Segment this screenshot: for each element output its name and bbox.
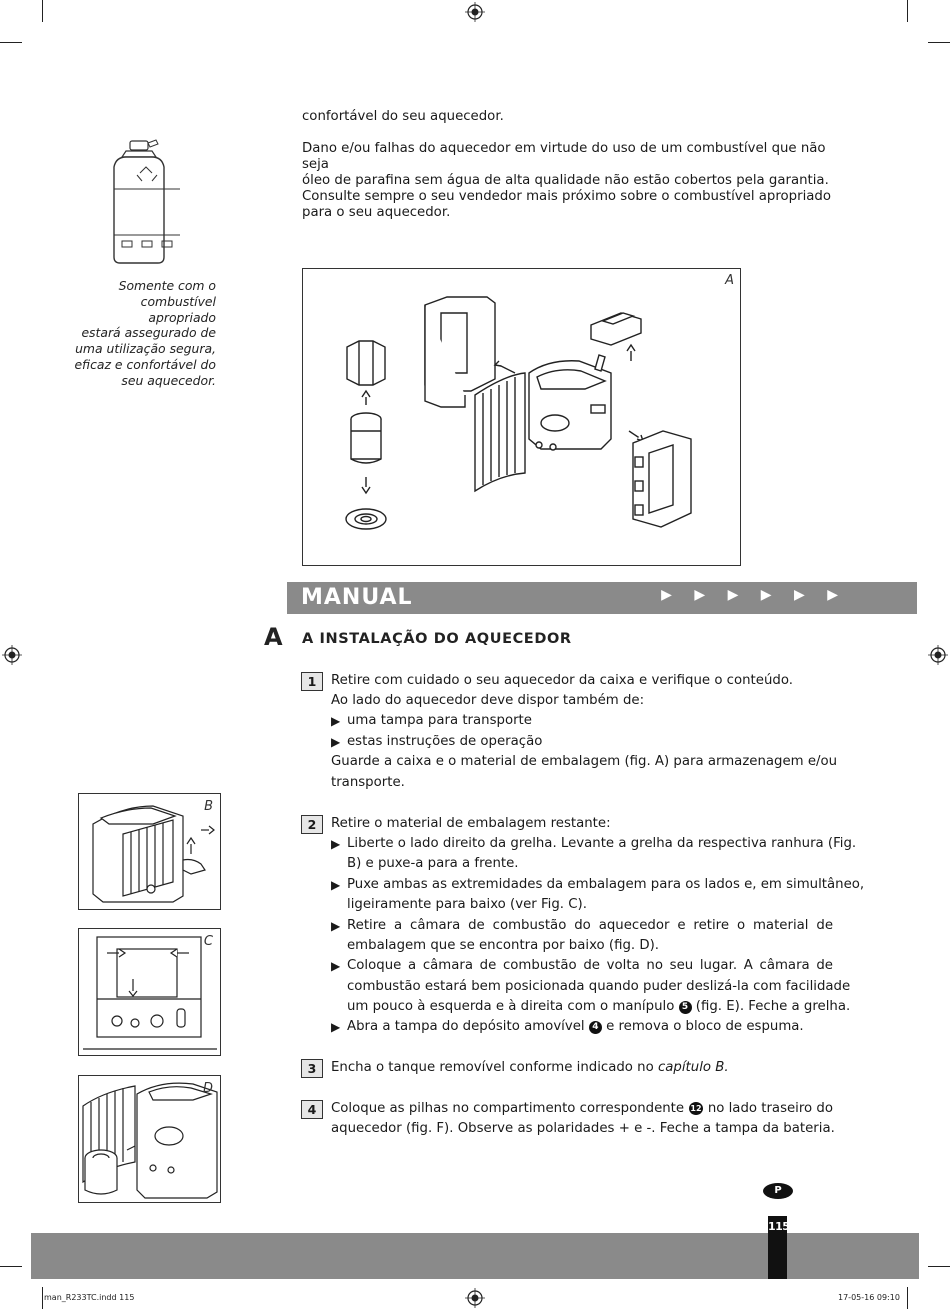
section-title: A INSTALAÇÃO DO AQUECEDOR	[302, 631, 572, 647]
step-number: 3	[301, 1059, 323, 1078]
caption-line: combustível apropriado	[140, 293, 216, 325]
bullet-text: uma tampa para transporte	[347, 713, 532, 728]
intro-paragraph-2	[302, 189, 842, 221]
step-number: 4	[301, 1100, 323, 1119]
packaging-removal-illustration	[79, 929, 220, 1055]
crop-mark	[0, 1266, 22, 1267]
step-text-line: Retire com cuidado o seu aquecedor da caixa e verifique o conteúdo.	[331, 673, 793, 688]
bullet-text: ligeiramente para baixo (ver Fig. C).	[347, 897, 587, 912]
bullet-text: embalagem que se encontra por baixo (fig. D).	[347, 938, 659, 953]
figure-c	[78, 928, 221, 1056]
registration-mark-icon	[465, 2, 485, 22]
language-badge: P	[763, 1183, 793, 1199]
step-number: 1	[301, 672, 323, 691]
text-line: óleo de parafina sem água de alta qualidade não estão cobertos pela garantia.	[302, 173, 829, 188]
step-text-line	[331, 1058, 833, 1078]
combustion-chamber-illustration	[79, 1076, 220, 1202]
step-text-line: Ao lado do aquecedor deve dispor também de:	[331, 693, 645, 708]
bullet-text: Liberte o lado direito da grelha. Levante a grelha da respectiva ranhura (Fig.	[347, 836, 857, 851]
figure-label: D	[202, 1081, 213, 1096]
bullet-text	[347, 1017, 833, 1037]
intro-paragraph-1	[302, 141, 842, 189]
text-span: no lado traseiro do	[707, 1101, 833, 1116]
figure-label: A	[725, 273, 734, 288]
grille-removal-illustration	[79, 794, 220, 909]
caption-line: Somente com o	[118, 278, 216, 293]
caption-line: eficaz e confortável do	[74, 356, 216, 372]
text-line: Dano e/ou falhas do aquecedor em virtude do uso de um combustível que não seja	[302, 141, 826, 172]
crop-mark	[928, 42, 950, 43]
bullet-arrow-icon: ▶	[331, 878, 341, 892]
section-letter: A	[264, 623, 283, 651]
figure-label: B	[204, 799, 213, 814]
part-number-badge: 4	[589, 1021, 602, 1034]
arrows-decoration: ▶ ▶ ▶ ▶ ▶ ▶	[661, 587, 847, 603]
text-span: Encha o tanque removível conforme indicado no	[331, 1060, 654, 1075]
step-text-line: aquecedor (fig. F). Observe as polaridades + e -. Feche a tampa da bateria.	[331, 1121, 835, 1136]
bullet-arrow-icon: ▶	[331, 714, 341, 728]
crop-mark	[907, 0, 908, 22]
step-text-line: transporte.	[331, 775, 405, 790]
bullet-text: B) e puxe-a para a frente.	[347, 856, 519, 871]
text-span: e remova o bloco de espuma.	[606, 1019, 804, 1034]
part-number-badge: 5	[679, 1001, 692, 1014]
bullet-arrow-icon: ▶	[331, 1020, 341, 1034]
fuel-canister-illustration	[104, 137, 190, 267]
part-number-badge: 12	[690, 1104, 702, 1113]
bullet-text: Retire a câmara de combustão do aquecedor e retire o material de	[347, 918, 833, 933]
text-line: Consulte sempre o seu vendedor mais próximo sobre o combustível apropriado	[302, 189, 832, 204]
registration-mark-icon	[465, 1288, 485, 1308]
bullet-arrow-icon: ▶	[331, 959, 341, 973]
chapter-reference: capítulo B.	[657, 1060, 729, 1075]
bullet-arrow-icon: ▶	[331, 837, 341, 851]
figure-a	[302, 268, 741, 566]
crop-mark	[907, 1287, 908, 1309]
manual-section-bar	[287, 582, 917, 614]
manual-title: MANUAL	[301, 585, 413, 610]
page-number: 115	[768, 1216, 787, 1279]
bullet-arrow-icon: ▶	[331, 735, 341, 749]
fuel-caption	[70, 278, 216, 389]
figure-label: C	[203, 934, 213, 949]
bullet-text	[347, 997, 851, 1017]
text-span: (fig. E). Feche a grelha.	[695, 999, 851, 1014]
text-span: Coloque as pilhas no compartimento correspondente	[331, 1101, 685, 1116]
registration-mark-icon	[928, 645, 948, 665]
text-span: Abra a tampa do depósito amovível	[347, 1019, 585, 1034]
crop-mark	[42, 0, 43, 22]
step-text-line	[331, 1099, 833, 1119]
bullet-text: combustão estará bem posicionada quando puder deslizá-la com facilidade	[347, 979, 851, 994]
caption-line: estará assegurado de	[81, 325, 216, 341]
print-slug-date: 17-05-16 09:10	[838, 1293, 900, 1302]
intro-paragraph-0: confortável do seu aquecedor.	[302, 109, 504, 124]
caption-line: uma utilização segura,	[75, 341, 216, 357]
bullet-text: estas instruções de operação	[347, 734, 543, 749]
step-number: 2	[301, 815, 323, 834]
figure-d	[78, 1075, 221, 1203]
step-text-line: Retire o material de embalagem restante:	[331, 816, 611, 831]
caption-line: seu aquecedor.	[121, 372, 216, 388]
print-slug-file: man_R233TC.indd 115	[44, 1293, 135, 1302]
bullet-text: Puxe ambas as extremidades da embalagem para os lados e, em simultâneo,	[347, 877, 865, 892]
crop-mark	[928, 1266, 950, 1267]
registration-mark-icon	[2, 645, 22, 665]
step-text-line: Guarde a caixa e o material de embalagem (fig. A) para armazenagem e/ou	[331, 754, 838, 769]
text-span: um pouco à esquerda e à direita com o manípulo	[347, 999, 675, 1014]
text-line: para o seu aquecedor.	[302, 205, 451, 220]
crop-mark	[0, 42, 22, 43]
crop-mark	[42, 1287, 43, 1309]
bullet-text: Coloque a câmara de combustão de volta no seu lugar. A câmara de	[347, 958, 833, 973]
bullet-arrow-icon: ▶	[331, 919, 341, 933]
figure-b	[78, 793, 221, 910]
exploded-heater-diagram	[303, 269, 740, 565]
